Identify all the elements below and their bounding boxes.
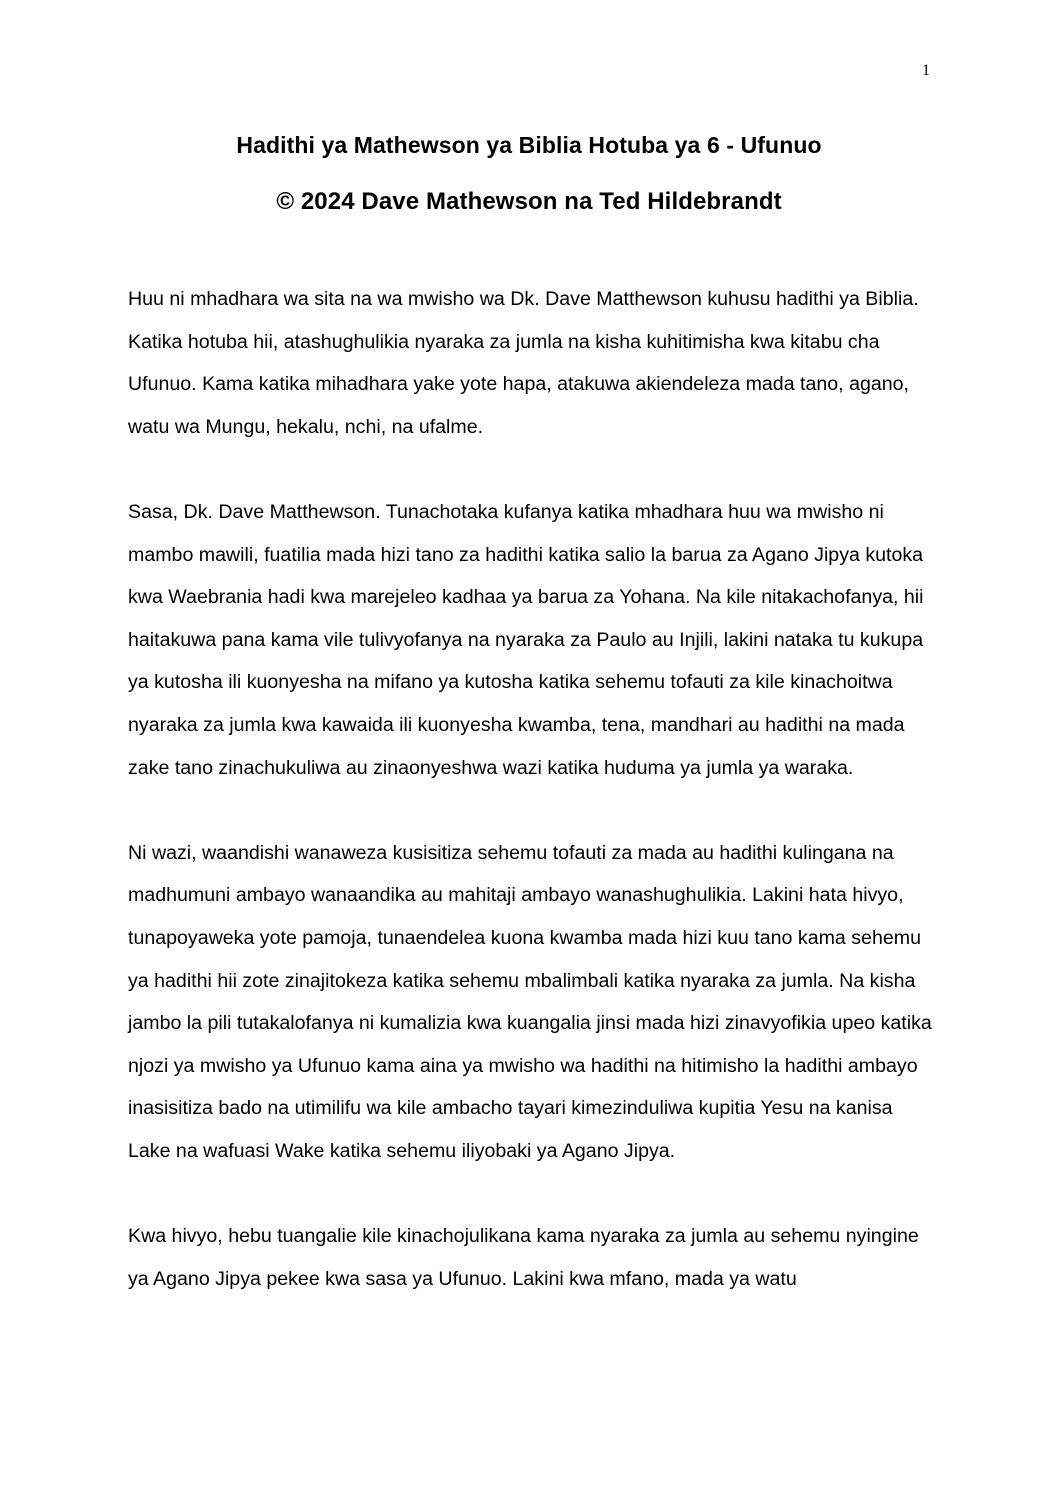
paragraph-1: Huu ni mhadhara wa sita na wa mwisho wa Dk. Dave Matthewson kuhusu hadithi ya Biblia. Katika hotuba hii, atashughulikia nyaraka za jumla na kisha kuhitimisha kwa kitabu cha Ufunuo. Kama katika mihadhara yake yote hapa, atakuwa akiendeleza mada tano, agano, watu wa Mungu, hekalu, nchi, na ufalme. (128, 288, 919, 438)
paragraph-4: Kwa hivyo, hebu tuangalie kile kinachojulikana kama nyaraka za jumla au sehemu nyingine ya Agano Jipya pekee kwa sasa ya Ufunuo. Lakini kwa mfano, mada ya watu (128, 1225, 919, 1290)
paragraph-3: Ni wazi, waandishi wanaweza kusisitiza sehemu tofauti za mada au hadithi kulingana na madhumuni ambayo wanaandika au mahitaji ambayo wanashughulikia. Lakini hata hivyo, tunapoyaweka yote pamoja, tunaendelea kuona kwamba mada hizi kuu tano kama sehemu ya hadithi hii zote zinajitokeza katika sehemu mbalimbali katika nyaraka za jumla. Na kisha jambo la pili tutakalofanya ni kumalizia kwa kuangalia jinsi mada hizi zinavyofikia upeo katika njozi ya mwisho ya Ufunuo kama aina ya mwisho wa hadithi na hitimisho la hadithi ambayo inasisitiza bado na utimilifu wa kile ambacho tayari kimezinduliwa kupitia Yesu na kanisa Lake na wafuasi Wake katika sehemu iliyobaki ya Agano Jipya. (128, 841, 932, 1162)
paragraph-2: Sasa, Dk. Dave Matthewson. Tunachotaka kufanya katika mhadhara huu wa mwisho ni mambo mawili, fuatilia mada hizi tano za hadithi katika salio la barua za Agano Jipya kutoka kwa Waebrania hadi kwa marejeleo kadhaa ya barua za Yohana. Na kile nitakachofanya, hii haitakuwa pana kama vile tulivyofanya na nyaraka za Paulo au Injili, lakini nataka tu kukupa ya kutosha ili kuonyesha na mifano ya kutosha katika sehemu tofauti za kile kinachoitwa nyaraka za jumla kwa kawaida ili kuonyesha kwamba, tena, mandhari au hadithi na mada zake tano zinachukuliwa au zinaonyeshwa wazi katika huduma ya jumla ya waraka. (128, 500, 924, 779)
document-title: Hadithi ya Mathewson ya Biblia Hotuba ya 6 - Ufunuo (236, 132, 822, 158)
document-body (128, 278, 938, 1343)
copyright-line: © 2024 Dave Mathewson na Ted Hildebrandt (276, 188, 782, 215)
page-number: 1 (922, 62, 930, 79)
